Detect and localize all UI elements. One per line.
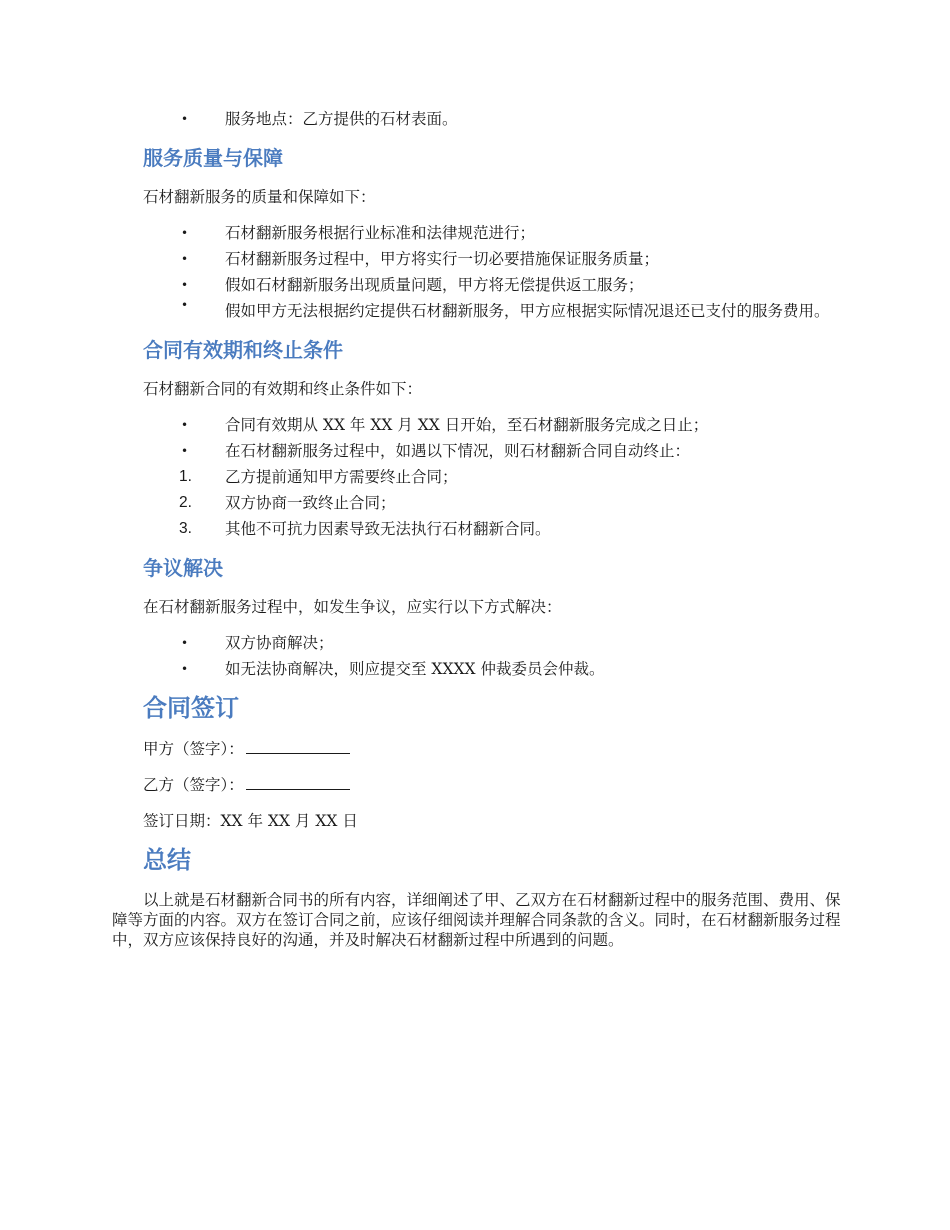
list-item-text: 如无法协商解决，则应提交至 XXXX 仲裁委员会仲裁。 (225, 660, 605, 678)
bullet-text: 服务地点：乙方提供的石材表面。 (225, 110, 458, 128)
list-item-text: 石材翻新服务根据行业标准和法律规范进行； (225, 224, 536, 242)
party-b-label: 乙方（签字）： (143, 776, 244, 794)
heading-summary: 总结 (143, 847, 191, 874)
quality-intro: 石材翻新服务的质量和保障如下： (143, 188, 376, 206)
list-item-text: 假如甲方无法根据约定提供石材翻新服务，甲方应根据实际情况退还已支付的服务费用。 (225, 302, 830, 320)
list-item-text: 双方协商一致终止合同； (225, 494, 396, 512)
signing-date: 签订日期：XX 年 XX 月 XX 日 (143, 812, 358, 830)
heading-contract-signing: 合同签订 (143, 695, 239, 722)
list-item (143, 274, 843, 296)
list-item-text: 乙方提前通知甲方需要终止合同； (225, 468, 458, 486)
signature-party-a (143, 738, 843, 760)
party-a-signature-line (246, 739, 350, 754)
heading-service-quality: 服务质量与保障 (143, 148, 283, 170)
list-item (143, 300, 843, 322)
bullet-icon: • (181, 444, 189, 458)
list-item (143, 632, 843, 654)
list-number: 3. (179, 520, 192, 537)
list-item (143, 222, 843, 244)
quality-list (143, 222, 843, 322)
list-item-text: 假如石材翻新服务出现质量问题，甲方将无偿提供返工服务； (225, 276, 644, 294)
list-item-text: 合同有效期从 XX 年 XX 月 XX 日开始，至石材翻新服务完成之日止； (225, 416, 709, 434)
list-item (143, 248, 843, 270)
bullet-icon: • (181, 278, 189, 292)
party-b-signature-line (246, 775, 350, 790)
list-item-text: 石材翻新服务过程中，甲方将实行一切必要措施保证服务质量； (225, 250, 660, 268)
numbered-item (143, 492, 843, 514)
list-item (143, 440, 843, 462)
dispute-list (143, 632, 843, 680)
term-list (143, 414, 843, 540)
heading-contract-term: 合同有效期和终止条件 (143, 340, 343, 362)
bullet-icon: • (181, 662, 189, 676)
dispute-intro: 在石材翻新服务过程中，如发生争议，应实行以下方式解决： (143, 598, 562, 616)
numbered-item (143, 518, 843, 540)
list-item (143, 658, 843, 680)
bullet-icon: • (181, 636, 189, 650)
party-a-label: 甲方（签字）： (143, 740, 244, 758)
signature-party-b (143, 774, 843, 796)
bullet-icon: • (181, 226, 189, 240)
list-number: 2. (179, 494, 192, 511)
term-intro: 石材翻新合同的有效期和终止条件如下： (143, 380, 423, 398)
list-number: 1. (179, 468, 192, 485)
list-item (143, 414, 843, 436)
summary-paragraph: 以上就是石材翻新合同书的所有内容，详细阐述了甲、乙双方在石材翻新过程中的服务范围、费用、保障等方面的内容。双方在签订合同之前，应该仔细阅读并理解合同条款的含义。同时，在石材翻新服务过程中，双方应该保持良好的沟通，并及时解决石材翻新过程中所遇到的问题。 (112, 891, 841, 949)
list-item-text: 其他不可抗力因素导致无法执行石材翻新合同。 (225, 520, 551, 538)
document-content (112, 108, 843, 950)
list-item-text: 在石材翻新服务过程中，如遇以下情况，则石材翻新合同自动终止： (225, 442, 691, 460)
bullet-icon: • (181, 252, 189, 266)
numbered-item (143, 466, 843, 488)
list-item-text: 双方协商解决； (225, 634, 334, 652)
bullet-icon: • (181, 298, 189, 312)
bullet-item-location (143, 108, 843, 130)
heading-dispute-resolution: 争议解决 (143, 558, 223, 580)
bullet-icon: • (181, 112, 189, 126)
bullet-icon: • (181, 418, 189, 432)
